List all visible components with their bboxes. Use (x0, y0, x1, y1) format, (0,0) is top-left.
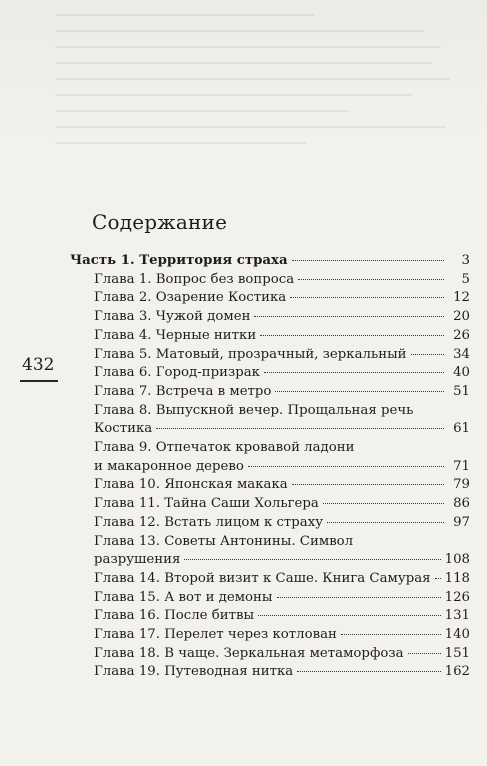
toc-chapter-entry[interactable] (70, 645, 470, 664)
table-of-contents (70, 252, 470, 682)
toc-chapter-page: 26 (453, 327, 470, 343)
toc-chapter-entry[interactable] (70, 551, 470, 570)
toc-chapter-entry[interactable] (70, 327, 470, 346)
toc-chapter-label: и макаронное дерево (94, 458, 244, 474)
toc-chapter-page: 151 (444, 645, 470, 661)
toc-leader-dots (275, 391, 444, 392)
toc-chapter-page: 97 (453, 514, 470, 530)
toc-chapter-label: Глава 17. Перелет через котлован (94, 627, 337, 643)
toc-chapter-label: Глава 10. Японская макака (94, 477, 288, 493)
toc-chapter-entry[interactable] (70, 458, 470, 477)
toc-chapter-entry[interactable] (70, 607, 470, 626)
toc-chapter-page: 126 (444, 589, 470, 605)
toc-leader-dots (156, 428, 444, 429)
toc-chapter-entry[interactable] (70, 420, 470, 439)
toc-part-label: Часть 1. Территория страха (70, 253, 288, 268)
toc-chapter-entry[interactable] (70, 663, 470, 682)
toc-leader-dots (292, 260, 444, 261)
toc-chapter-label: Глава 16. После битвы (94, 608, 255, 624)
toc-chapter-label: Глава 11. Тайна Саши Хольгера (94, 496, 319, 512)
toc-chapter-label: Глава 3. Чужой домен (94, 309, 251, 325)
toc-chapter-page: 61 (453, 421, 470, 437)
toc-leader-dots (435, 578, 441, 579)
toc-leader-dots (277, 597, 441, 598)
toc-leader-dots (248, 466, 444, 467)
toc-chapter-label: Глава 6. Город-призрак (94, 365, 260, 381)
toc-leader-dots (323, 503, 444, 504)
toc-chapter-entry[interactable] (70, 589, 470, 608)
toc-chapter-label: разрушения (94, 552, 181, 568)
toc-part-entry[interactable] (70, 252, 470, 271)
toc-chapter-line: Глава 13. Советы Антонины. Символ (94, 533, 354, 549)
toc-leader-dots (254, 316, 444, 317)
toc-chapter-page: 20 (453, 309, 470, 325)
toc-chapter-label: Глава 14. Второй визит к Саше. Книга Самурая (94, 570, 431, 586)
toc-chapter-entry[interactable] (70, 514, 470, 533)
toc-chapter-page: 131 (444, 608, 470, 624)
toc-leader-dots (327, 522, 444, 523)
toc-chapter-entry[interactable] (70, 346, 470, 365)
bleed-through-text (55, 0, 475, 190)
toc-chapter-label: Глава 19. Путеводная нитка (94, 664, 294, 680)
toc-chapter-entry[interactable] (70, 476, 470, 495)
toc-chapter-page: 118 (444, 570, 470, 586)
toc-chapter-entry[interactable] (70, 364, 470, 383)
toc-chapter-label: Глава 1. Вопрос без вопроса (94, 271, 295, 287)
toc-chapter-page: 86 (453, 496, 470, 512)
toc-chapter-page: 79 (453, 477, 470, 493)
toc-leader-dots (258, 615, 441, 616)
toc-chapter-page: 51 (453, 383, 470, 399)
toc-chapter-line: Глава 8. Выпускной вечер. Прощальная речь (94, 402, 414, 418)
toc-leader-dots (297, 671, 440, 672)
toc-chapter-label: Глава 15. А вот и демоны (94, 589, 273, 605)
toc-chapter-label: Глава 7. Встреча в метро (94, 383, 272, 399)
toc-leader-dots (290, 297, 444, 298)
toc-chapter-entry[interactable] (70, 383, 470, 402)
toc-leader-dots (184, 559, 440, 560)
toc-leader-dots (411, 354, 444, 355)
toc-chapter-entry[interactable] (70, 308, 470, 327)
toc-chapter-label: Глава 5. Матовый, прозрачный, зеркальный (94, 346, 407, 362)
toc-chapter-line: Глава 9. Отпечаток кровавой ладони (94, 440, 355, 456)
toc-leader-dots (264, 372, 444, 373)
toc-chapter-entry[interactable] (70, 570, 470, 589)
toc-chapter-page: 40 (453, 365, 470, 381)
toc-chapter-page: 12 (453, 290, 470, 306)
toc-chapter-label: Глава 4. Черные нитки (94, 327, 257, 343)
contents-heading: Содержание (92, 210, 228, 234)
toc-chapter-page: 140 (444, 627, 470, 643)
toc-chapter-page: 108 (444, 552, 470, 568)
toc-chapter-label: Глава 12. Встать лицом к страху (94, 514, 324, 530)
toc-chapter-entry[interactable] (70, 271, 470, 290)
toc-chapter-page: 162 (444, 664, 470, 680)
toc-chapter-entry[interactable] (70, 495, 470, 514)
toc-chapter-page: 71 (453, 458, 470, 474)
toc-leader-dots (260, 335, 444, 336)
toc-chapter-page: 5 (461, 271, 470, 287)
toc-chapter-label: Глава 2. Озарение Костика (94, 290, 287, 306)
toc-leader-dots (341, 634, 441, 635)
toc-chapter-entry[interactable] (70, 289, 470, 308)
toc-leader-dots (292, 484, 444, 485)
toc-chapter-page: 34 (453, 346, 470, 362)
toc-chapter-label: Глава 18. В чаще. Зеркальная метаморфоза (94, 645, 404, 661)
toc-chapter-entry[interactable] (70, 626, 470, 645)
toc-leader-dots (408, 653, 441, 654)
page-number-rule (20, 380, 58, 382)
toc-leader-dots (298, 279, 444, 280)
toc-part-page: 3 (461, 253, 470, 268)
page-number: 432 (22, 355, 55, 375)
toc-chapter-label: Костика (94, 421, 153, 437)
